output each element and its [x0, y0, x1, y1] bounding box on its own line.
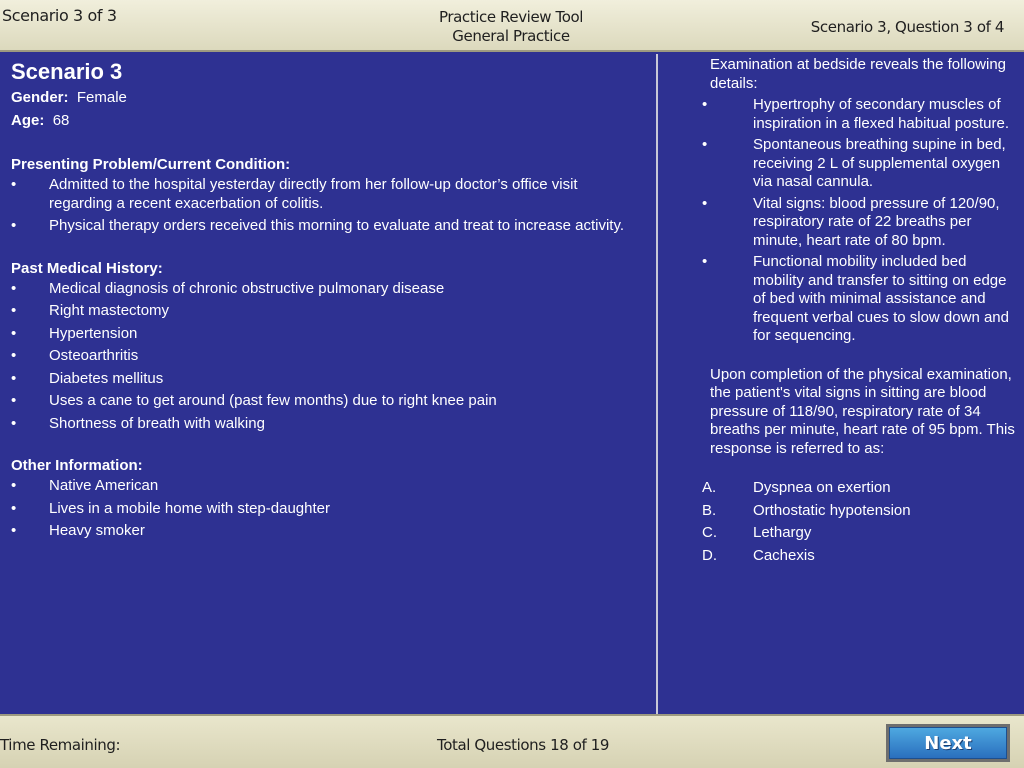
- answer-option-b[interactable]: [700, 500, 1020, 523]
- list-item: • Spontaneous breathing supine in bed, receiving 2 L of supplemental oxygen via nasal cannula.: [702, 136, 1006, 190]
- list-item: • Uses a cane to get around (past few months) due to right knee pain: [11, 392, 497, 409]
- other-list: [11, 477, 641, 541]
- list-item: • Diabetes mellitus: [11, 369, 164, 387]
- age-label: Age:: [11, 112, 45, 129]
- footer-bar: [0, 714, 1024, 768]
- question-counter: Scenario 3, Question 3 of 4: [810, 18, 1004, 36]
- bullet-icon: •: [11, 324, 17, 342]
- list-item: • Native American: [11, 477, 159, 494]
- scenario-panel: [11, 58, 641, 545]
- answer-option-c[interactable]: [700, 522, 1020, 545]
- tool-title: [411, 8, 611, 46]
- history-heading: Past Medical History:: [11, 259, 163, 277]
- bullet-icon: •: [11, 302, 17, 319]
- exam-details-list: [700, 96, 1020, 346]
- content-area: [0, 54, 1024, 714]
- list-item: • Right mastectomy: [11, 302, 170, 319]
- total-questions: Total Questions 18 of 19: [437, 736, 610, 754]
- list-item: • Medical diagnosis of chronic obstructive pulmonary disease: [11, 279, 445, 297]
- answer-letter: D.: [702, 546, 717, 564]
- next-button-label: Next: [889, 727, 1007, 759]
- gender-value: Female: [76, 89, 127, 106]
- list-item: • Admitted to the hospital yesterday directly from her follow-up doctor’s office visit regarding a recent exacerbation of colitis.: [11, 176, 578, 212]
- answer-options: [700, 477, 1020, 567]
- presenting-list: [11, 176, 641, 236]
- tool-title-line1: Practice Review Tool: [438, 8, 584, 26]
- answer-text: Orthostatic hypotension: [753, 501, 911, 519]
- question-intro: Examination at bedside reveals the following details:: [710, 56, 1007, 92]
- scenario-title: Scenario 3: [11, 59, 123, 84]
- bullet-icon: •: [11, 279, 17, 297]
- bullet-icon: •: [11, 414, 17, 432]
- next-button[interactable]: [886, 724, 1010, 762]
- answer-letter: A.: [702, 479, 717, 496]
- bullet-icon: •: [702, 136, 708, 153]
- time-remaining-label: Time Remaining:: [0, 736, 121, 754]
- bullet-icon: •: [11, 369, 17, 387]
- gender-row: [11, 86, 641, 109]
- answer-letter: C.: [702, 524, 717, 541]
- tool-title-line2: General Practice: [452, 27, 570, 45]
- answer-text: Cachexis: [753, 546, 815, 564]
- list-item: • Heavy smoker: [11, 522, 145, 539]
- list-item: • Physical therapy orders received this morning to evaluate and treat to increase activity.: [11, 217, 625, 234]
- question-panel: [700, 56, 1020, 567]
- answer-text: Dyspnea on exertion: [753, 479, 891, 496]
- bullet-icon: •: [11, 522, 17, 539]
- bullet-icon: •: [702, 253, 708, 270]
- bullet-icon: •: [11, 347, 17, 364]
- answer-option-d[interactable]: [700, 545, 1020, 568]
- bullet-icon: •: [11, 217, 17, 234]
- bullet-icon: •: [702, 96, 708, 113]
- answer-text: Lethargy: [753, 524, 812, 541]
- question-stem: Upon completion of the physical examination, the patient's vital signs in sitting are blood pressure of 118/90, respiratory rate of 34 breaths per minute, heart rate of 95 bpm. This response is referred to as:: [710, 365, 1015, 457]
- list-item: • Hypertension: [11, 324, 138, 342]
- history-list: [11, 280, 641, 434]
- presenting-heading: Presenting Problem/Current Condition:: [11, 156, 291, 173]
- list-item: • Osteoarthritis: [11, 347, 139, 364]
- list-item: • Shortness of breath with walking: [11, 414, 265, 432]
- bullet-icon: •: [702, 194, 708, 212]
- gender-label: Gender:: [11, 89, 69, 106]
- list-item: • Hypertrophy of secondary muscles of inspiration in a flexed habitual posture.: [702, 96, 1009, 132]
- list-item: • Functional mobility included bed mobility and transfer to sitting on edge of bed with minimal assistance and frequent verbal cues to slow down and for sequencing.: [702, 253, 1009, 344]
- bullet-icon: •: [11, 176, 17, 193]
- list-item: • Lives in a mobile home with step-daughter: [11, 499, 330, 517]
- answer-option-a[interactable]: [700, 477, 1020, 500]
- age-value: 68: [52, 112, 70, 129]
- age-row: [11, 109, 641, 132]
- answer-letter: B.: [702, 501, 717, 519]
- panel-divider: [656, 54, 658, 714]
- bullet-icon: •: [11, 477, 17, 494]
- scenario-counter: Scenario 3 of 3: [2, 6, 117, 25]
- bullet-icon: •: [11, 499, 17, 517]
- bullet-icon: •: [11, 392, 17, 409]
- header-bar: [0, 0, 1024, 52]
- other-heading: Other Information:: [11, 457, 143, 474]
- list-item: • Vital signs: blood pressure of 120/90, respiratory rate of 22 breaths per minute, heart rate of 80 bpm.: [702, 194, 1000, 249]
